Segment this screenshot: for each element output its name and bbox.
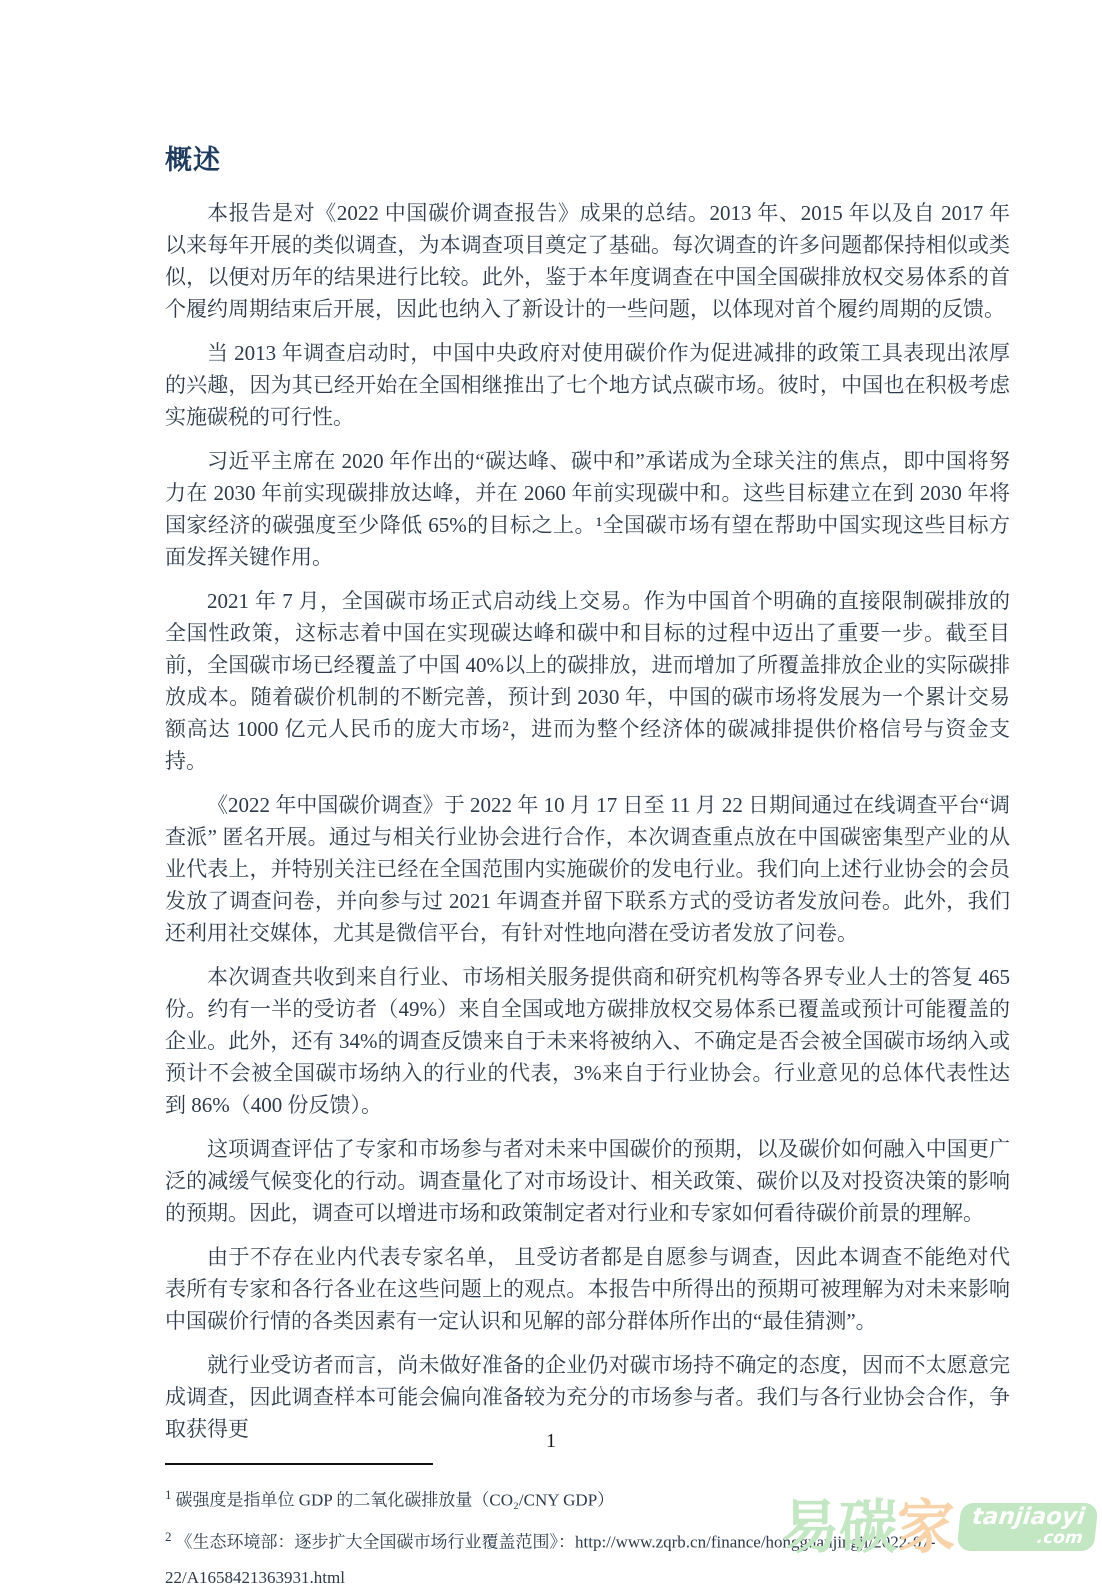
watermark-char-tan: 碳	[839, 1493, 898, 1561]
body-paragraph: 《2022 年中国碳价调查》于 2022 年 10 月 17 日至 11 月 22 日期间通过在线调查平台“调查派” 匿名开展。通过与相关行业协会进行合作，本次调查重点放在中国碳密集型产业的从业代表上，并特别关注已经在全国范围内实施碳价的发电行业。我们向上述行业协会的会员发放了调查问卷，并向参与过 2021 年调查并留下联系方式的受访者发放问卷。此外，我们还利用社交媒体，尤其是微信平台，有针对性地向潜在受访者发放了问卷。	[165, 793, 1010, 945]
section-heading: 概述	[165, 145, 221, 175]
body-paragraph: 本次调查共收到来自行业、市场相关服务提供商和研究机构等各界专业人士的答复 465 份。约有一半的受访者（49%）来自全国或地方碳排放权交易体系已覆盖或预计可能覆盖的企业。此外，还有 34%的调查反馈来自于未来将被纳入、不确定是否会被全国碳市场纳入或预计不会被全国碳市场纳入的行业的代表，3%来自于行业协会。行业意见的总体代表性达到 86%（400 份反馈）。	[165, 965, 1010, 1117]
watermark-badge	[957, 1503, 1099, 1551]
body-paragraph: 这项调查评估了专家和市场参与者对未来中国碳价的预期，以及碳价如何融入中国更广泛的减缓气候变化的行动。调查量化了对市场设计、相关政策、碳价以及对投资决策的影响的预期。因此，调查可以增进市场和政策制定者对行业和专家如何看待碳价前景的理解。	[165, 1137, 1010, 1225]
footnote-text: 碳强度是指单位 GDP 的二氧化碳排放量（CO₂/CNY GDP）	[175, 1490, 615, 1510]
footnote-marker: 2	[165, 1528, 172, 1544]
page-number: 1	[546, 1430, 556, 1452]
body-paragraph: 本报告是对《2022 中国碳价调查报告》成果的总结。2013 年、2015 年以及自 2017 年以来每年开展的类似调查，为本调查项目奠定了基础。每次调查的许多问题都保持相似或类似，以便对历年的结果进行比较。此外，鉴于本年度调查在中国全国碳排放权交易体系的首个履约周期结束后开展，因此也纳入了新设计的一些问题，以体现对首个履约周期的反馈。	[165, 201, 1010, 321]
body-paragraph: 就行业受访者而言，尚未做好准备的企业仍对碳市场持不确定的态度，因而不太愿意完成调查，因此调查样本可能会偏向准备较为充分的市场参与者。我们与各行业协会合作，争取获得更	[165, 1353, 1010, 1441]
watermark-domain-name: tanjiaoyi	[970, 1504, 1087, 1530]
body-paragraph: 由于不存在业内代表专家名单， 且受访者都是自愿参与调查，因此本调查不能绝对代表所有专家和各行各业在这些问题上的观点。本报告中所得出的预期可被理解为对未来影响中国碳价行情的各类因素有一定认识和见解的部分群体所作出的“最佳猜测”。	[165, 1245, 1010, 1333]
page-content	[165, 138, 1010, 1596]
watermark-char-yi: 易	[781, 1493, 840, 1561]
watermark-char-jia: 家	[897, 1493, 956, 1561]
body-paragraph: 当 2013 年调查启动时，中国中央政府对使用碳价作为促进减排的政策工具表现出浓厚的兴趣，因为其已经开始在全国相继推出了七个地方试点碳市场。彼时，中国也在积极考虑实施碳税的可行性。	[165, 341, 1010, 429]
watermark-logo	[781, 1493, 1096, 1561]
body-paragraph: 习近平主席在 2020 年作出的“碳达峰、碳中和”承诺成为全球关注的焦点，即中国将努力在 2030 年前实现碳排放达峰，并在 2060 年前实现碳中和。这些目标建立在到 2030 年将国家经济的碳强度至少降低 65%的目标之上。¹全国碳市场有望在帮助中国实现这些目标方面发挥关键作用。	[165, 449, 1010, 569]
footnote-text: 《生态环境部：逐步扩大全国碳市场行业覆盖范围》：http://www.zqrb.cn/finance/hongguanjingji/2022-07-22/A1658421363931.html	[165, 1532, 936, 1588]
watermark-domain-tld: .com	[1035, 1528, 1084, 1548]
footnote-separator	[165, 1463, 433, 1465]
footnote-marker: 1	[165, 1487, 172, 1502]
body-paragraph: 2021 年 7 月，全国碳市场正式启动线上交易。作为中国首个明确的直接限制碳排放的全国性政策，这标志着中国在实现碳达峰和碳中和目标的过程中迈出了重要一步。截至目前，全国碳市场已经覆盖了中国 40%以上的碳排放，进而增加了所覆盖排放企业的实际碳排放成本。随着碳价机制的不断完善，预计到 2030 年，中国的碳市场将发展为一个累计交易额高达 1000 亿元人民币的庞大市场²，进而为整个经济体的碳减排提供价格信号与资金支持。	[165, 589, 1010, 773]
